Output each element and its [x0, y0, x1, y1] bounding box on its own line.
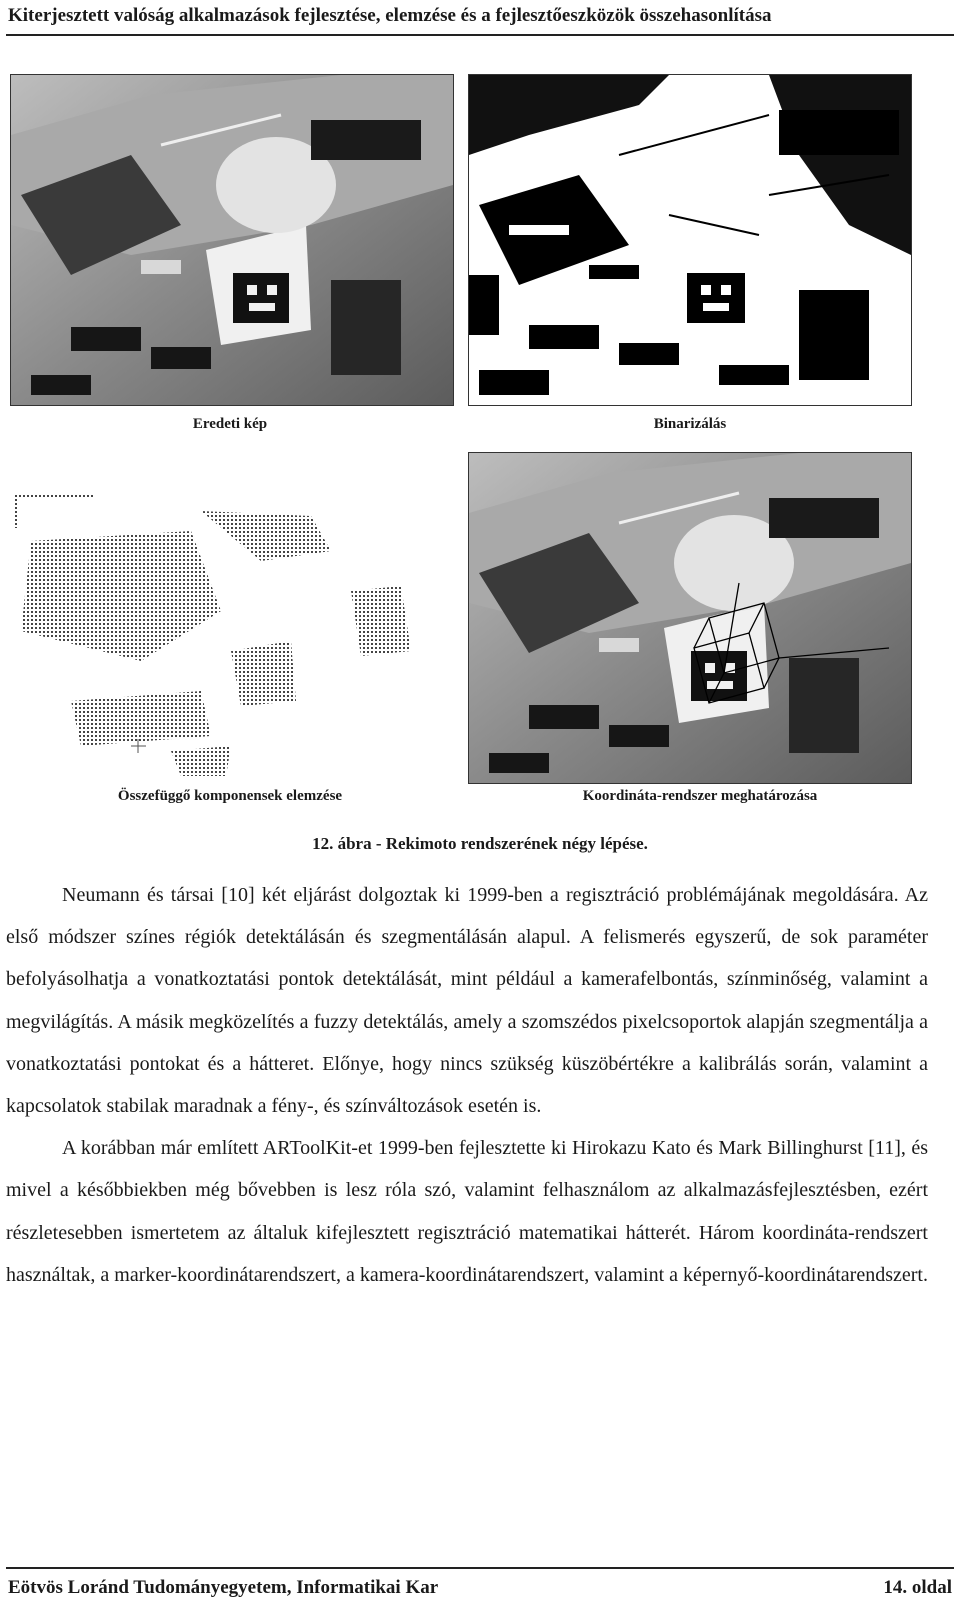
paragraph-artoolkit: A korábban már említett ARToolKit-et 1999-ben fejlesztette ki Hirokazu Kato és Mark Billinghurst [11], és mivel a későbbiekben még bővebben is lesz róla szó, valamint felhasználom az alkalmazásfejlesztésben, ezért részletesebben ismertetem az általuk kifejlesztett regisztráció matematikai hátterét. Három koordináta-rendszert használtak, a marker-koordinátarendszert, a kamera-koordinátarendszert, valamint a képernyő-koordinátarendszert. [6, 1137, 928, 1286]
panel-caption-original: Eredeti kép [192, 416, 268, 432]
photo-original [10, 74, 454, 406]
photo-components [10, 490, 454, 782]
figure-caption: 12. ábra - Rekimoto rendszerének négy lépése. [312, 834, 648, 853]
footer-institution: Eötvös Loránd Tudományegyetem, Informatikai Kar [8, 1577, 439, 1598]
footer-page-number: 14. oldal [883, 1577, 952, 1598]
photo-coordinate-system [468, 452, 912, 784]
page-footer [6, 1567, 954, 1609]
document-title: Kiterjesztett valóság alkalmazások fejlesztése, elemzése és a fejlesztőeszközök összehasonlítása [8, 5, 772, 26]
body-text [6, 874, 928, 1296]
panel-caption-components: Összefüggő komponensek elemzése [117, 788, 343, 804]
paragraph-neumann: Neumann és társai [10] két eljárást dolgoztak ki 1999-ben a regisztráció problémájának megoldására. Az első módszer színes régiók detektálásán és szegmentálásán alapul. A felismerés egyszerű, de sok paraméter befolyásolhatja a vonatkoztatási pontok detektálását, mint például a kamerafelbontás, színminőség, valamint a megvilágítás. A másik megközelítés a fuzzy detektálás, amely a szomszédos pixelcsoportok alapján szegmentálja a vonatkoztatási pontokat és a hátteret. Előnye, hogy nincs szükség küszöbértékre a kalibrálás során, valamint a kapcsolatok stabilak maradnak a fény-, és színváltozások esetén is. [6, 884, 928, 1118]
panel-caption-binarized: Binarizálás [653, 416, 727, 432]
photo-binarized [468, 74, 912, 406]
page-header [6, 0, 954, 36]
figure-rekimoto-steps [0, 60, 960, 840]
panel-caption-coordinates: Koordináta-rendszer meghatározása [582, 788, 818, 804]
